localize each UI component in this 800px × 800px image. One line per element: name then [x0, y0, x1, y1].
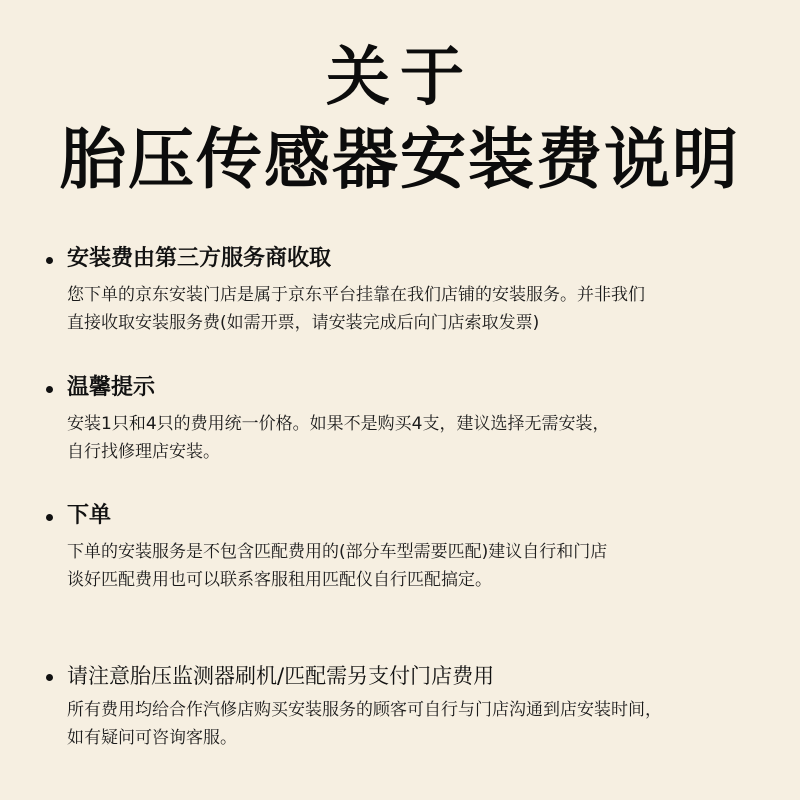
- section-body: [46, 281, 766, 337]
- section-heading: 安装费由第三方服务商收取: [67, 246, 332, 271]
- body-line: 您下单的京东安装门店是属于京东平台挂靠在我们店铺的安装服务。并非我们: [67, 285, 645, 305]
- section-heading-row: [46, 500, 766, 532]
- section-heading-row: [46, 660, 766, 692]
- body-line: 谈好匹配费用也可以联系客服租用匹配仪自行匹配搞定。: [67, 570, 492, 590]
- bullet-dot-icon: [46, 674, 53, 681]
- body-line: 自行找修理店安装。: [67, 442, 220, 462]
- body-line: 安装1只和4只的费用统一价格。如果不是购买4支，建议选择无需安装，: [67, 414, 610, 434]
- section-heading: 温馨提示: [67, 375, 156, 400]
- body-line: 所有费用均给合作汽修店购买安装服务的顾客可自行与门店沟通到店安装时间，: [67, 700, 662, 720]
- section-install-fee: [46, 243, 766, 337]
- section-body: [46, 538, 766, 594]
- bullet-dot-icon: [46, 257, 53, 264]
- page-title-line-2: 胎压传感器安装费说明: [60, 121, 740, 198]
- section-heading-row: [46, 372, 766, 404]
- body-line: 下单的安装服务是不包含匹配费用的(部分车型需要匹配)建议自行和门店: [67, 542, 608, 562]
- section-heading-row: [46, 243, 766, 275]
- section-order: [46, 500, 766, 594]
- section-tips: [46, 372, 766, 466]
- bullet-dot-icon: [46, 514, 53, 521]
- section-body: [46, 696, 766, 752]
- body-line: 直接收取安装服务费(如需开票，请安装完成后向门店索取发票): [67, 313, 540, 333]
- bullet-dot-icon: [46, 386, 53, 393]
- section-heading: 下单: [67, 503, 112, 528]
- section-heading: 请注意胎压监测器刷机/匹配需另支付门店费用: [67, 664, 495, 688]
- section-notice: [46, 660, 766, 752]
- page-title-line-1: 关于: [326, 41, 474, 115]
- section-body: [46, 410, 766, 466]
- body-line: 如有疑问可咨询客服。: [67, 728, 237, 748]
